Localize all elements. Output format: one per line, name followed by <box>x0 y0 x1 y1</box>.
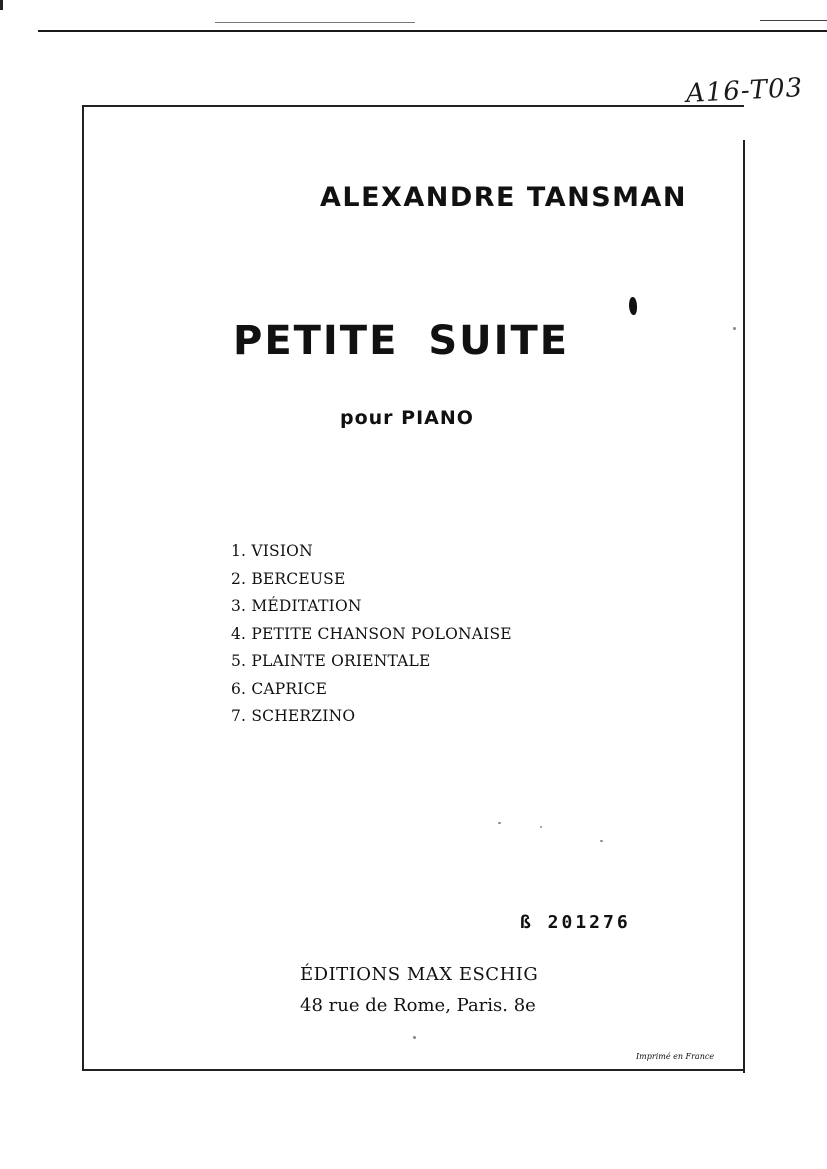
list-item: 1. VISION <box>231 542 313 560</box>
publisher-address: 48 rue de Rome, Paris. 8e <box>300 995 536 1016</box>
scan-speck <box>498 822 501 824</box>
ink-blot <box>629 297 637 315</box>
scan-speck <box>540 826 542 828</box>
work-title: PETITE SUITE <box>233 318 570 364</box>
movement-list <box>231 538 512 731</box>
publisher-name: ÉDITIONS MAX ESCHIG <box>300 964 539 985</box>
list-item: 3. MÉDITATION <box>231 597 362 615</box>
scan-speck <box>733 327 736 330</box>
list-item: 4. PETITE CHANSON POLONAISE <box>231 624 512 643</box>
scan-speck <box>600 840 603 842</box>
scan-edge-line <box>760 20 827 21</box>
list-item: 6. CAPRICE <box>231 679 328 698</box>
composer-name: ALEXANDRE TANSMAN <box>320 182 688 213</box>
list-item: 5. PLAINTE ORIENTALE <box>231 652 431 670</box>
scan-artifact <box>0 0 3 10</box>
printed-in-note: Imprimé en France <box>636 1052 715 1061</box>
scan-edge-line <box>38 30 827 32</box>
list-item: 7. SCHERZINO <box>231 707 356 725</box>
handwritten-catalog-code: A16-T03 <box>685 72 804 110</box>
cover-frame-right-edge <box>743 140 745 1073</box>
plate-number: ß 201276 <box>520 912 631 933</box>
instrumentation: pour PIANO <box>340 407 474 429</box>
list-item: 2. BERCEUSE <box>231 569 346 588</box>
scan-speck <box>413 1036 416 1039</box>
scan-edge-line <box>215 22 415 23</box>
